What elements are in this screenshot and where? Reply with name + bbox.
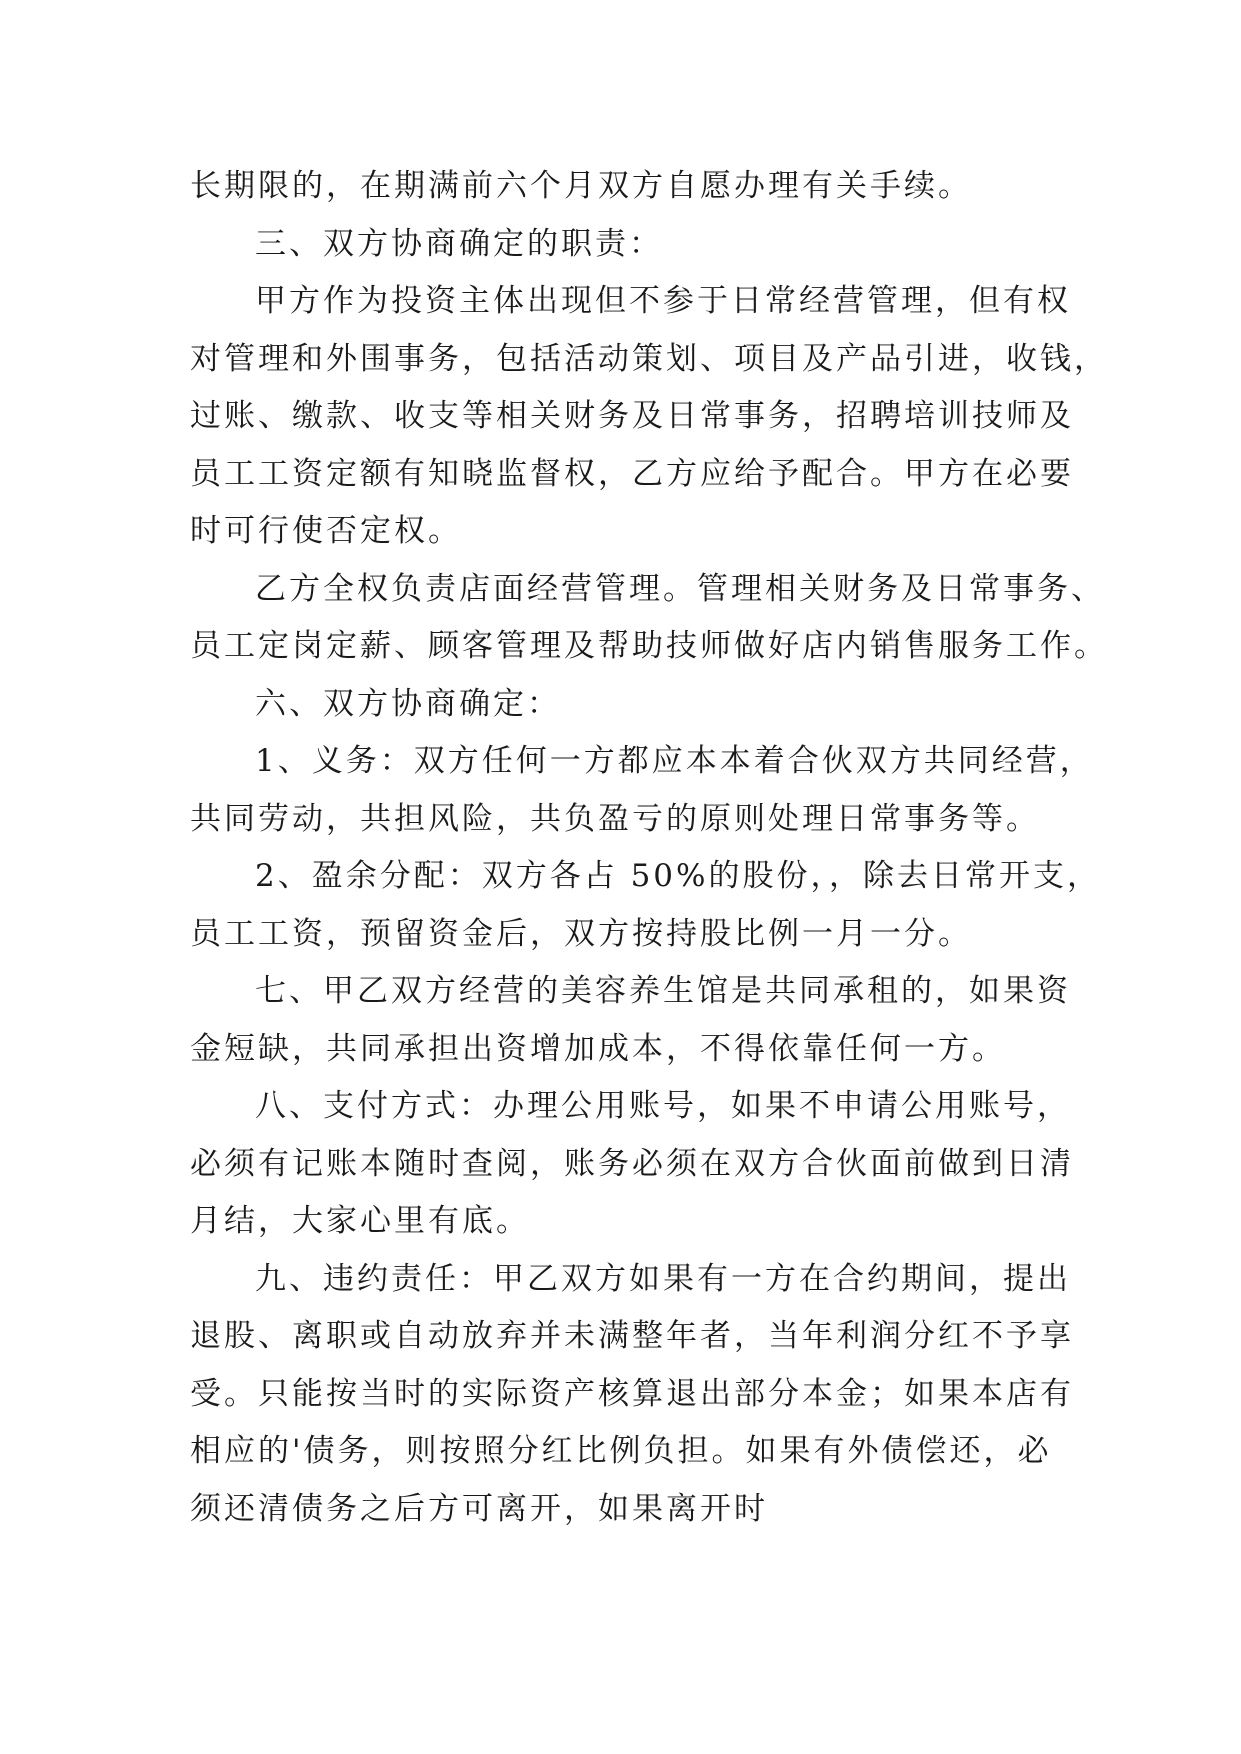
text-line: 金短缺，共同承担出资增加成本，不得依靠任何一方。	[190, 1030, 1006, 1067]
paragraph-item-2-profit-distribution	[190, 848, 1101, 963]
text-line: 甲方作为投资主体出现但不参于日常经营管理，但有权	[255, 283, 1071, 319]
paragraph-section-9-breach	[190, 1251, 1074, 1539]
paragraph-section-3-heading	[190, 216, 1070, 274]
text-line: 三、双方协商确定的职责：	[255, 225, 663, 262]
paragraph-item-1-obligations	[190, 733, 1094, 848]
paragraph-section-7	[190, 963, 1070, 1078]
text-line: 相应的'债务，则按照分红比例负担。如果有外债偿还，必	[190, 1433, 1052, 1469]
text-line: 时可行使否定权。	[190, 513, 462, 549]
text-line: 1、义务：双方任何一方都应本本着合伙双方共同经营，	[255, 743, 1094, 779]
text-line: 六、双方协商确定：	[255, 685, 561, 722]
text-line: 对管理和外围事务，包括活动策划、项目及产品引进，收钱，	[190, 340, 1108, 377]
text-line: 员工工资定额有知晓监督权，乙方应给予配合。甲方在必要	[190, 455, 1074, 492]
paragraph-party-a-duties	[190, 273, 1108, 561]
text-line: 八、支付方式：办理公用账号，如果不申请公用账号，	[255, 1088, 1071, 1124]
paragraph-section-8-payment	[190, 1078, 1074, 1251]
paragraph-continuation	[190, 158, 1070, 216]
text-line: 须还清债务之后方可离开，如果离开时	[190, 1490, 768, 1527]
text-line: 过账、缴款、收支等相关财务及日常事务，招聘培训技师及	[190, 398, 1074, 434]
text-line: 必须有记账本随时查阅，账务必须在双方合伙面前做到日清	[190, 1145, 1074, 1182]
text-line: 七、甲乙双方经营的美容养生馆是共同承租的，如果资	[255, 973, 1071, 1009]
paragraph-section-6-heading	[190, 676, 1070, 734]
text-line: 共同劳动，共担风险，共负盈亏的原则处理日常事务等。	[190, 800, 1040, 837]
paragraph-party-b-duties	[190, 561, 1108, 676]
text-line: 员工工资，预留资金后，双方按持股比例一月一分。	[190, 915, 972, 952]
document-body	[190, 158, 1108, 1538]
text-line: 员工定岗定薪、顾客管理及帮助技师做好店内销售服务工作。	[190, 628, 1108, 664]
text-line: 月结，大家心里有底。	[190, 1203, 530, 1239]
text-line: 2、盈余分配：双方各占 50%的股份，，除去日常开支，	[255, 858, 1101, 894]
text-line: 九、违约责任：甲乙双方如果有一方在合约期间，提出	[255, 1260, 1071, 1297]
text-line: 乙方全权负责店面经营管理。管理相关财务及日常事务、	[255, 570, 1105, 607]
text-line: 受。只能按当时的实际资产核算退出部分本金；如果本店有	[190, 1375, 1074, 1412]
text-line: 长期限的，在期满前六个月双方自愿办理有关手续。	[190, 168, 972, 204]
text-line: 退股、离职或自动放弃并未满整年者，当年利润分红不予享	[190, 1318, 1074, 1354]
